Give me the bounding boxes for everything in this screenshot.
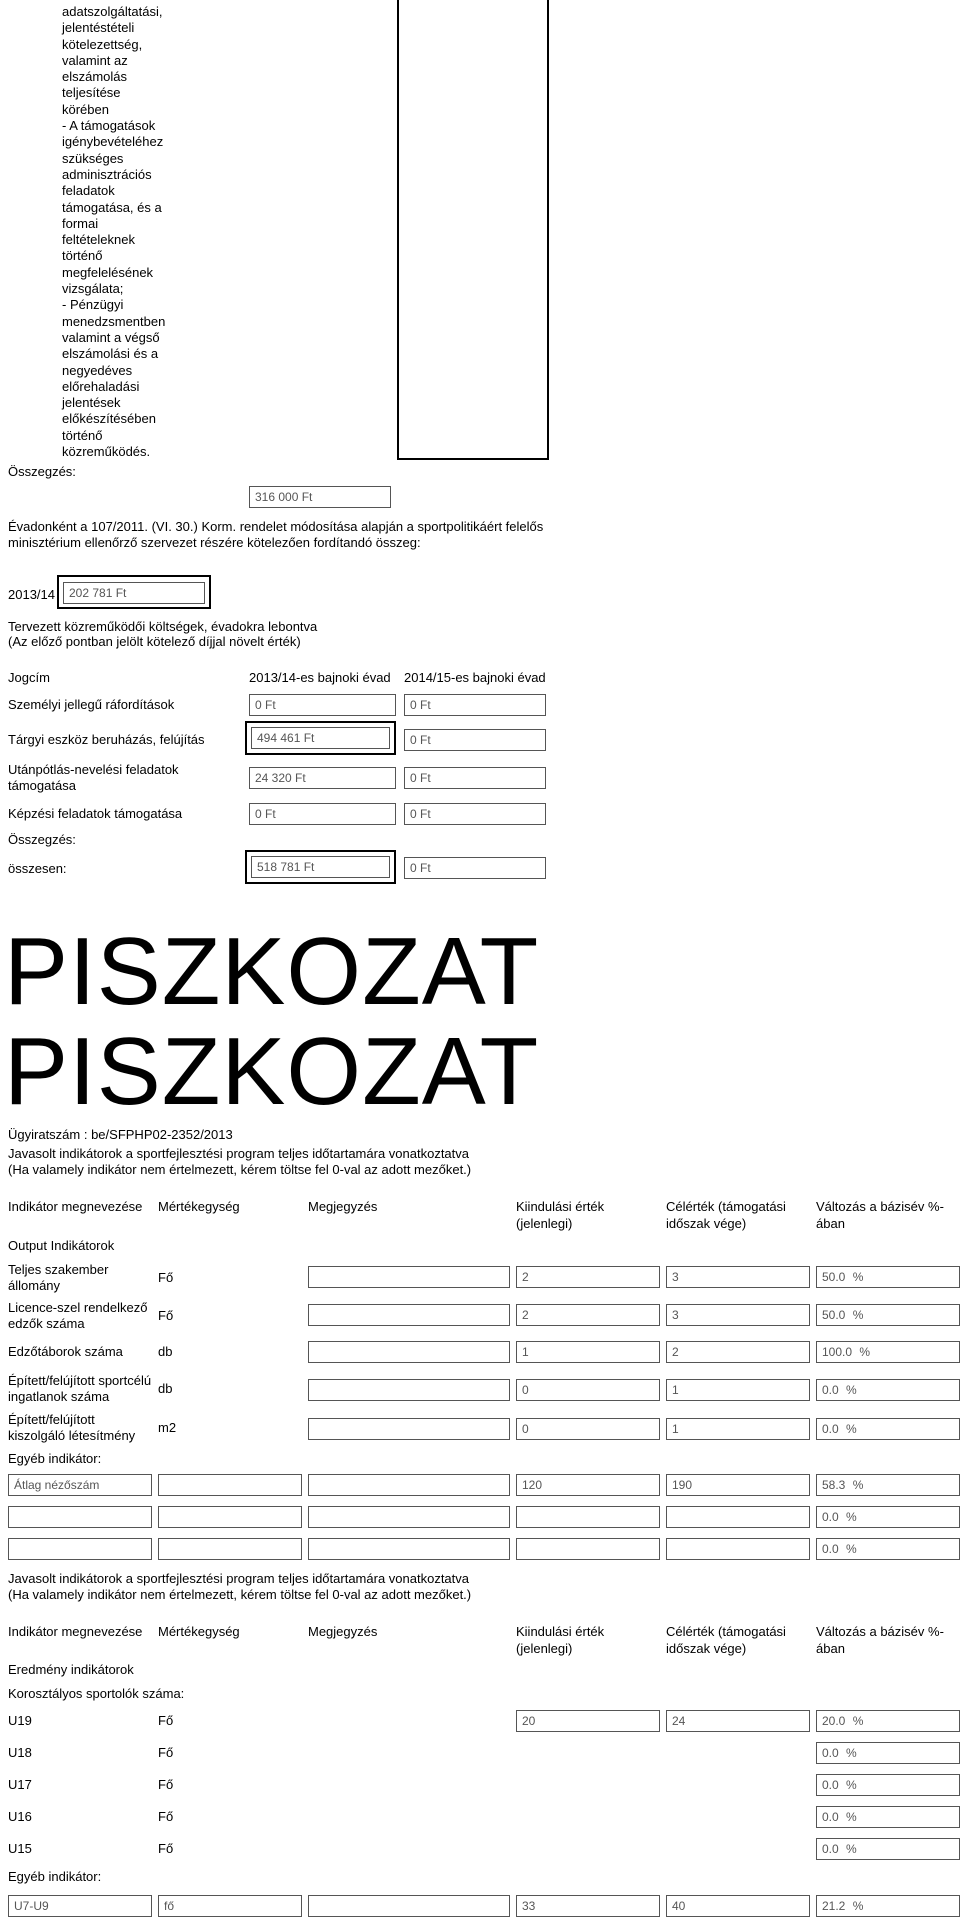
total-2014-field[interactable]: 0 Ft xyxy=(404,857,546,879)
indicator-unit: db xyxy=(158,1344,173,1359)
hdr-unit: Mértékegység xyxy=(158,1624,240,1639)
age-group-unit: Fő xyxy=(158,1809,174,1824)
age-group-start-field[interactable]: 20 xyxy=(516,1710,660,1732)
indicator-start-field[interactable]: 0 xyxy=(516,1379,660,1401)
hdr-start-line1: Kiindulási érték xyxy=(516,1199,605,1214)
cost-2014-field[interactable]: 0 Ft xyxy=(404,803,546,825)
indicator-note-field[interactable] xyxy=(308,1418,510,1440)
indicator-name-line1: Teljes szakember xyxy=(8,1262,109,1277)
other-unit-field[interactable] xyxy=(158,1506,302,1528)
col-2014: 2014/15-es bajnoki évad xyxy=(404,670,546,685)
indicator-change-field[interactable] xyxy=(816,1341,960,1363)
indicator-change-field[interactable] xyxy=(816,1379,960,1401)
percent-sign: % xyxy=(852,1899,864,1913)
other-unit-field[interactable] xyxy=(158,1538,302,1560)
percent-sign: % xyxy=(852,1714,864,1728)
result-intro-line1: Javasolt indikátorok a sportfejlesztési program teljes időtartamára vonatkoztatva xyxy=(8,1571,469,1586)
cost-2013-field[interactable]: 494 461 Ft xyxy=(251,727,390,749)
other-start-field[interactable] xyxy=(516,1506,660,1528)
indicator-name-line1: Épített/felújított sportcélú xyxy=(8,1373,152,1388)
costs-heading-line1: Tervezett közreműködői költségek, évadokra lebontva xyxy=(8,619,318,634)
costs-summary-label: Összegzés: xyxy=(8,832,76,847)
cost-2014-field[interactable]: 0 Ft xyxy=(404,694,546,716)
indicator-target-field[interactable]: 3 xyxy=(666,1266,810,1288)
other-name-field[interactable]: Átlag nézőszám xyxy=(8,1474,152,1496)
indicator-name-line1: Licence-szel rendelkező xyxy=(8,1300,148,1315)
change-value: 0.0 xyxy=(822,1422,839,1436)
fee-text-line2: minisztérium ellenőrző szervezet részére kötelezően fordítandó összeg: xyxy=(8,535,421,550)
result-other-label: Egyéb indikátor: xyxy=(8,1869,102,1884)
result-other-target-field[interactable]: 40 xyxy=(666,1895,810,1917)
summary-label: Összegzés: xyxy=(8,464,76,479)
age-group-unit: Fő xyxy=(158,1713,174,1728)
case-number: Ügyiratszám : be/SFPHP02-2352/2013 xyxy=(8,1127,233,1142)
other-name-field[interactable] xyxy=(8,1506,152,1528)
age-group-change-field[interactable] xyxy=(816,1742,960,1764)
percent-sign: % xyxy=(846,1842,857,1856)
indicator-name-line2: állomány xyxy=(8,1278,61,1293)
age-group-name: U15 xyxy=(8,1841,32,1856)
other-name-field[interactable] xyxy=(8,1538,152,1560)
change-value: 0.0 xyxy=(822,1510,839,1524)
age-group-unit: Fő xyxy=(158,1745,174,1760)
age-group-unit: Fő xyxy=(158,1777,174,1792)
indicator-unit: Fő xyxy=(158,1308,174,1323)
change-value: 0.0 xyxy=(822,1746,839,1760)
cost-row-label: Személyi jellegű ráfordítások xyxy=(8,697,175,712)
result-other-change-field[interactable] xyxy=(816,1895,960,1917)
age-group-name: U16 xyxy=(8,1809,32,1824)
percent-sign: % xyxy=(846,1778,857,1792)
age-group-target-field[interactable]: 24 xyxy=(666,1710,810,1732)
draft-watermark-line1: PISZKOZAT xyxy=(4,918,540,1025)
result-other-note-field[interactable] xyxy=(308,1895,510,1917)
indicator-target-field[interactable]: 1 xyxy=(666,1379,810,1401)
output-indicators-title: Output Indikátorok xyxy=(8,1238,115,1253)
age-group-change-field[interactable] xyxy=(816,1710,960,1732)
percent-sign: % xyxy=(852,1270,864,1284)
age-group-unit: Fő xyxy=(158,1841,174,1856)
cost-row-label-line2: támogatása xyxy=(8,778,76,793)
hdr-change-line2: ában xyxy=(816,1216,845,1231)
change-value: 50.0 xyxy=(822,1270,846,1284)
other-target-field[interactable] xyxy=(666,1538,810,1560)
change-value: 0.0 xyxy=(822,1778,839,1792)
other-start-field[interactable]: 120 xyxy=(516,1474,660,1496)
indicator-note-field[interactable] xyxy=(308,1304,510,1326)
indicator-note-field[interactable] xyxy=(308,1379,510,1401)
result-other-start-field[interactable]: 33 xyxy=(516,1895,660,1917)
cost-row-label: Tárgyi eszköz beruházás, felújítás xyxy=(8,732,205,747)
indicator-change-field[interactable] xyxy=(816,1304,960,1326)
indicator-target-field[interactable]: 3 xyxy=(666,1304,810,1326)
description-box xyxy=(397,0,549,460)
hdr-unit: Mértékegység xyxy=(158,1199,240,1214)
cost-2014-field[interactable]: 0 Ft xyxy=(404,767,546,789)
indicator-change-field[interactable] xyxy=(816,1418,960,1440)
indicator-name-line2: edzők száma xyxy=(8,1316,85,1331)
indicator-unit: Fő xyxy=(158,1270,174,1285)
indicator-unit: m2 xyxy=(158,1420,177,1435)
other-change-field[interactable] xyxy=(816,1506,960,1528)
indicator-start-field[interactable]: 2 xyxy=(516,1266,660,1288)
other-change-field[interactable] xyxy=(816,1538,960,1560)
cost-row-label-line1: Utánpótlás-nevelési feladatok xyxy=(8,762,179,777)
hdr-target-line2: időszak vége) xyxy=(666,1641,747,1656)
other-note-field[interactable] xyxy=(308,1538,510,1560)
other-target-field[interactable] xyxy=(666,1506,810,1528)
percent-sign: % xyxy=(846,1542,857,1556)
percent-sign: % xyxy=(846,1510,857,1524)
percent-sign: % xyxy=(846,1810,857,1824)
hdr-start-line2: (jelenlegi) xyxy=(516,1641,573,1656)
change-value: 58.3 xyxy=(822,1478,846,1492)
age-group-change-field[interactable] xyxy=(816,1774,960,1796)
age-group-name: U19 xyxy=(8,1713,32,1728)
hdr-target-line2: időszak vége) xyxy=(666,1216,747,1231)
indicator-start-field[interactable]: 0 xyxy=(516,1418,660,1440)
hdr-note: Megjegyzés xyxy=(308,1199,378,1214)
indicator-unit: db xyxy=(158,1381,173,1396)
percent-sign: % xyxy=(852,1308,864,1322)
draft-watermark-line2: PISZKOZAT xyxy=(4,1018,540,1125)
hdr-change-line1: Változás a bázisév %- xyxy=(816,1624,944,1639)
change-value: 0.0 xyxy=(822,1542,839,1556)
hdr-name: Indikátor megnevezése xyxy=(8,1199,143,1214)
total-label: összesen: xyxy=(8,861,67,876)
other-unit-field[interactable] xyxy=(158,1474,302,1496)
percent-sign: % xyxy=(852,1478,864,1492)
indicators-intro-line1: Javasolt indikátorok a sportfejlesztési program teljes időtartamára vonatkoztatva xyxy=(8,1146,469,1161)
age-group-name: U18 xyxy=(8,1745,32,1760)
indicator-note-field[interactable] xyxy=(308,1341,510,1363)
percent-sign: % xyxy=(859,1345,871,1359)
cost-2013-field[interactable]: 24 320 Ft xyxy=(249,767,396,789)
costs-heading-line2: (Az előző pontban jelölt kötelező díjjal növelt érték) xyxy=(8,634,301,649)
fee-text-line1: Évadonként a 107/2011. (VI. 30.) Korm. rendelet módosítása alapján a sportpolitikáért felelős xyxy=(8,519,544,534)
change-value: 0.0 xyxy=(822,1810,839,1824)
hdr-note: Megjegyzés xyxy=(308,1624,378,1639)
cost-2013-field[interactable]: 0 Ft xyxy=(249,694,396,716)
indicator-target-field[interactable]: 1 xyxy=(666,1418,810,1440)
indicator-change-field[interactable] xyxy=(816,1266,960,1288)
indicator-name-line1: Épített/felújított xyxy=(8,1412,95,1427)
hdr-target-line1: Célérték (támogatási xyxy=(666,1199,786,1214)
percent-sign: % xyxy=(846,1383,857,1397)
total-2013-field[interactable]: 518 781 Ft xyxy=(251,856,390,878)
indicators-intro-line2: (Ha valamely indikátor nem értelmezett, kérem töltse fel 0-val az adott mezőket.) xyxy=(8,1162,472,1177)
other-indicator-label: Egyéb indikátor: xyxy=(8,1451,102,1466)
other-target-field[interactable]: 190 xyxy=(666,1474,810,1496)
result-other-unit-field[interactable]: fő xyxy=(158,1895,302,1917)
indicator-start-field[interactable]: 1 xyxy=(516,1341,660,1363)
percent-sign: % xyxy=(846,1422,857,1436)
other-start-field[interactable] xyxy=(516,1538,660,1560)
cost-2013-field[interactable]: 0 Ft xyxy=(249,803,396,825)
change-value: 20.0 xyxy=(822,1714,846,1728)
age-group-change-field[interactable] xyxy=(816,1806,960,1828)
cost-row-label: Képzési feladatok támogatása xyxy=(8,806,183,821)
other-note-field[interactable] xyxy=(308,1474,510,1496)
hdr-start-line1: Kiindulási érték xyxy=(516,1624,605,1639)
change-value: 50.0 xyxy=(822,1308,846,1322)
age-group-name: U17 xyxy=(8,1777,32,1792)
indicator-note-field[interactable] xyxy=(308,1266,510,1288)
hdr-change-line2: ában xyxy=(816,1641,845,1656)
change-value: 0.0 xyxy=(822,1383,839,1397)
hdr-change-line1: Változás a bázisév %- xyxy=(816,1199,944,1214)
indicator-start-field[interactable]: 2 xyxy=(516,1304,660,1326)
change-value: 21.2 xyxy=(822,1899,846,1913)
other-note-field[interactable] xyxy=(308,1506,510,1528)
summary-value-field[interactable]: 316 000 Ft xyxy=(249,486,391,508)
result-indicators-subtitle: Korosztályos sportolók száma: xyxy=(8,1686,185,1701)
result-indicators-title: Eredmény indikátorok xyxy=(8,1662,134,1677)
hdr-start-line2: (jelenlegi) xyxy=(516,1216,573,1231)
season-value-field[interactable]: 202 781 Ft xyxy=(63,582,205,604)
indicator-target-field[interactable]: 2 xyxy=(666,1341,810,1363)
col-2013: 2013/14-es bajnoki évad xyxy=(249,670,391,685)
hdr-target-line1: Célérték (támogatási xyxy=(666,1624,786,1639)
other-change-field[interactable] xyxy=(816,1474,960,1496)
result-other-name-field[interactable]: U7-U9 xyxy=(8,1895,152,1917)
change-value: 0.0 xyxy=(822,1842,839,1856)
age-group-change-field[interactable] xyxy=(816,1838,960,1860)
result-intro-line2: (Ha valamely indikátor nem értelmezett, kérem töltse fel 0-val az adott mezőket.) xyxy=(8,1587,472,1602)
indicator-name-line2: ingatlanok száma xyxy=(8,1389,110,1404)
indicator-name-line2: kiszolgáló létesítmény xyxy=(8,1428,136,1443)
percent-sign: % xyxy=(846,1746,857,1760)
cost-2014-field[interactable]: 0 Ft xyxy=(404,729,546,751)
change-value: 100.0 xyxy=(822,1345,853,1359)
hdr-name: Indikátor megnevezése xyxy=(8,1624,143,1639)
col-title: Jogcím xyxy=(8,670,50,685)
season-label: 2013/14 xyxy=(8,587,55,602)
indicator-name-line1: Edzőtáborok száma xyxy=(8,1344,123,1359)
service-description: adatszolgáltatási, jelentéstételi kötelezettség, valamint az elszámolás teljesítése körében - A támogatások igénybevételéhez szükséges adminisztrációs feladatok támogatása, és a formai feltételeknek történő megfelelésének vizsgálata; - Pénzügyi menedzsmentben valamint a végső elszámolási és a negyedéves előrehaladási jelentések előkészítésében történő közreműködés. xyxy=(62,4,166,460)
